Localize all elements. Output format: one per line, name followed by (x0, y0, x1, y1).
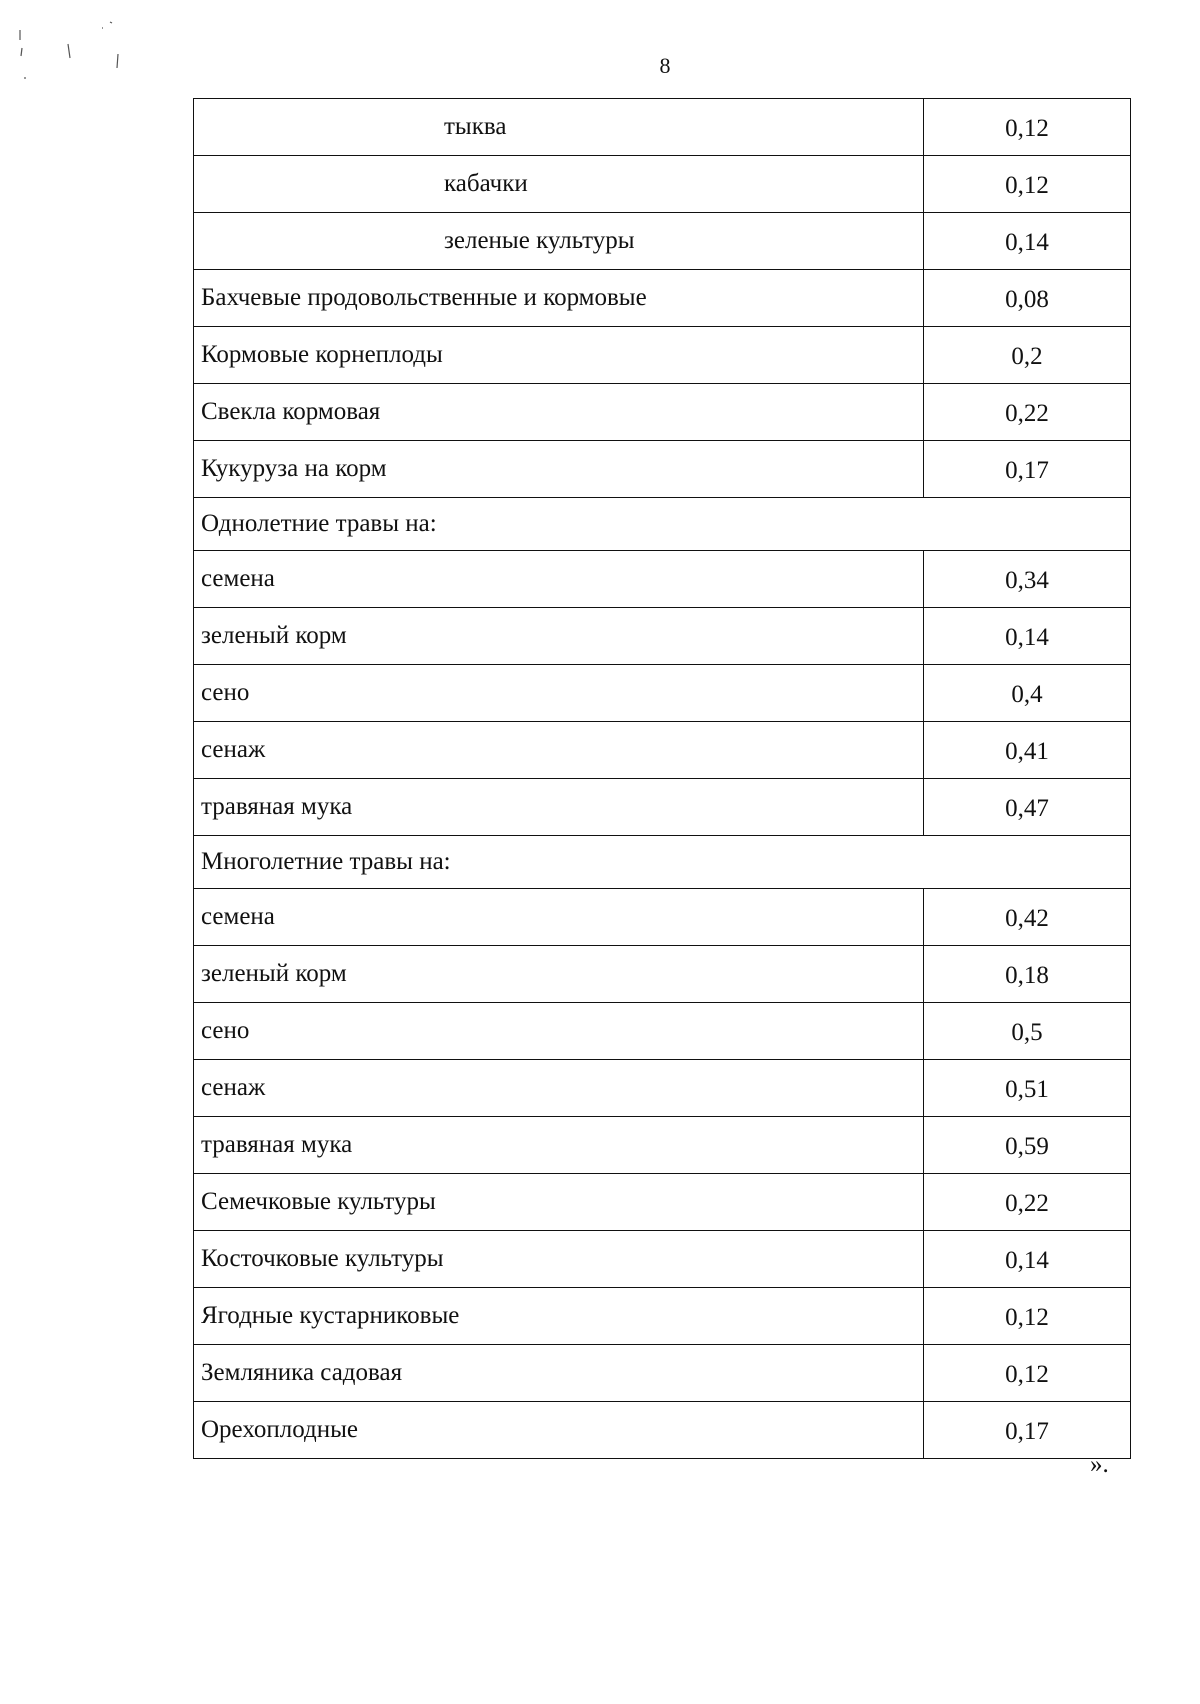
crop-name-cell: зеленый корм (194, 608, 924, 665)
table-row (194, 1288, 1131, 1345)
crop-name-cell: зеленые культуры (194, 213, 924, 270)
table-row (194, 608, 1131, 665)
coefficient-cell: 0,4 (924, 665, 1131, 722)
coefficient-cell: 0,59 (924, 1117, 1131, 1174)
coefficient-cell: 0,41 (924, 722, 1131, 779)
table-row (194, 551, 1131, 608)
coefficient-cell: 0,14 (924, 608, 1131, 665)
coefficient-cell: 0,5 (924, 1003, 1131, 1060)
crop-name-cell: Ягодные кустарниковые (194, 1288, 924, 1345)
table-row (194, 1117, 1131, 1174)
table-row (194, 1003, 1131, 1060)
coefficient-cell: 0,47 (924, 779, 1131, 836)
coefficient-cell: 0,34 (924, 551, 1131, 608)
table-row (194, 1174, 1131, 1231)
table-row (194, 441, 1131, 498)
coefficient-cell: 0,12 (924, 156, 1131, 213)
table-body (194, 99, 1131, 1459)
coefficient-cell: 0,08 (924, 270, 1131, 327)
coefficient-cell: 0,42 (924, 889, 1131, 946)
table-row (194, 946, 1131, 1003)
table-row (194, 722, 1131, 779)
crop-name-cell: Бахчевые продовольственные и кормовые (194, 270, 924, 327)
coefficient-cell: 0,51 (924, 1060, 1131, 1117)
crop-coefficient-table (193, 98, 1131, 1459)
table-row (194, 779, 1131, 836)
table-row (194, 665, 1131, 722)
table-row (194, 1231, 1131, 1288)
table-row (194, 99, 1131, 156)
table-row (194, 156, 1131, 213)
table-row (194, 384, 1131, 441)
crop-name-cell: сено (194, 1003, 924, 1060)
coefficient-cell: 0,22 (924, 1174, 1131, 1231)
crop-name-cell: травяная мука (194, 779, 924, 836)
table-row (194, 327, 1131, 384)
table-row (194, 270, 1131, 327)
crop-name-cell: семена (194, 551, 924, 608)
crop-name-cell: сено (194, 665, 924, 722)
crop-name-cell: сенаж (194, 1060, 924, 1117)
table-section-row (194, 836, 1131, 889)
crop-name-cell: травяная мука (194, 1117, 924, 1174)
crop-name-cell: Орехоплодные (194, 1402, 924, 1459)
crop-name-cell: семена (194, 889, 924, 946)
coefficient-cell: 0,2 (924, 327, 1131, 384)
coefficient-cell: 0,18 (924, 946, 1131, 1003)
table-row (194, 1402, 1131, 1459)
coefficient-cell: 0,22 (924, 384, 1131, 441)
section-heading-cell: Многолетние травы на: (194, 836, 1131, 889)
coefficient-cell: 0,12 (924, 1288, 1131, 1345)
crop-name-cell: Кормовые корнеплоды (194, 327, 924, 384)
coefficient-cell: 0,17 (924, 441, 1131, 498)
coefficient-cell: 0,14 (924, 213, 1131, 270)
crop-name-cell: Кукуруза на корм (194, 441, 924, 498)
coefficient-cell: 0,12 (924, 99, 1131, 156)
page-number: 8 (659, 53, 671, 78)
crop-name-cell: Семечковые культуры (194, 1174, 924, 1231)
crop-name-cell: зеленый корм (194, 946, 924, 1003)
crop-name-cell: тыква (194, 99, 924, 156)
section-heading-cell: Однолетние травы на: (194, 498, 1131, 551)
table-row (194, 1060, 1131, 1117)
table-row (194, 889, 1131, 946)
closing-quote: ». (1090, 1451, 1109, 1478)
table-row (194, 213, 1131, 270)
coefficient-cell: 0,12 (924, 1345, 1131, 1402)
coefficient-cell: 0,17 (924, 1402, 1131, 1459)
table-row (194, 1345, 1131, 1402)
crop-name-cell: сенаж (194, 722, 924, 779)
crop-name-cell: Земляника садовая (194, 1345, 924, 1402)
crop-name-cell: Косточковые культуры (194, 1231, 924, 1288)
table-section-row (194, 498, 1131, 551)
coefficient-cell: 0,14 (924, 1231, 1131, 1288)
crop-name-cell: кабачки (194, 156, 924, 213)
crop-name-cell: Свекла кормовая (194, 384, 924, 441)
